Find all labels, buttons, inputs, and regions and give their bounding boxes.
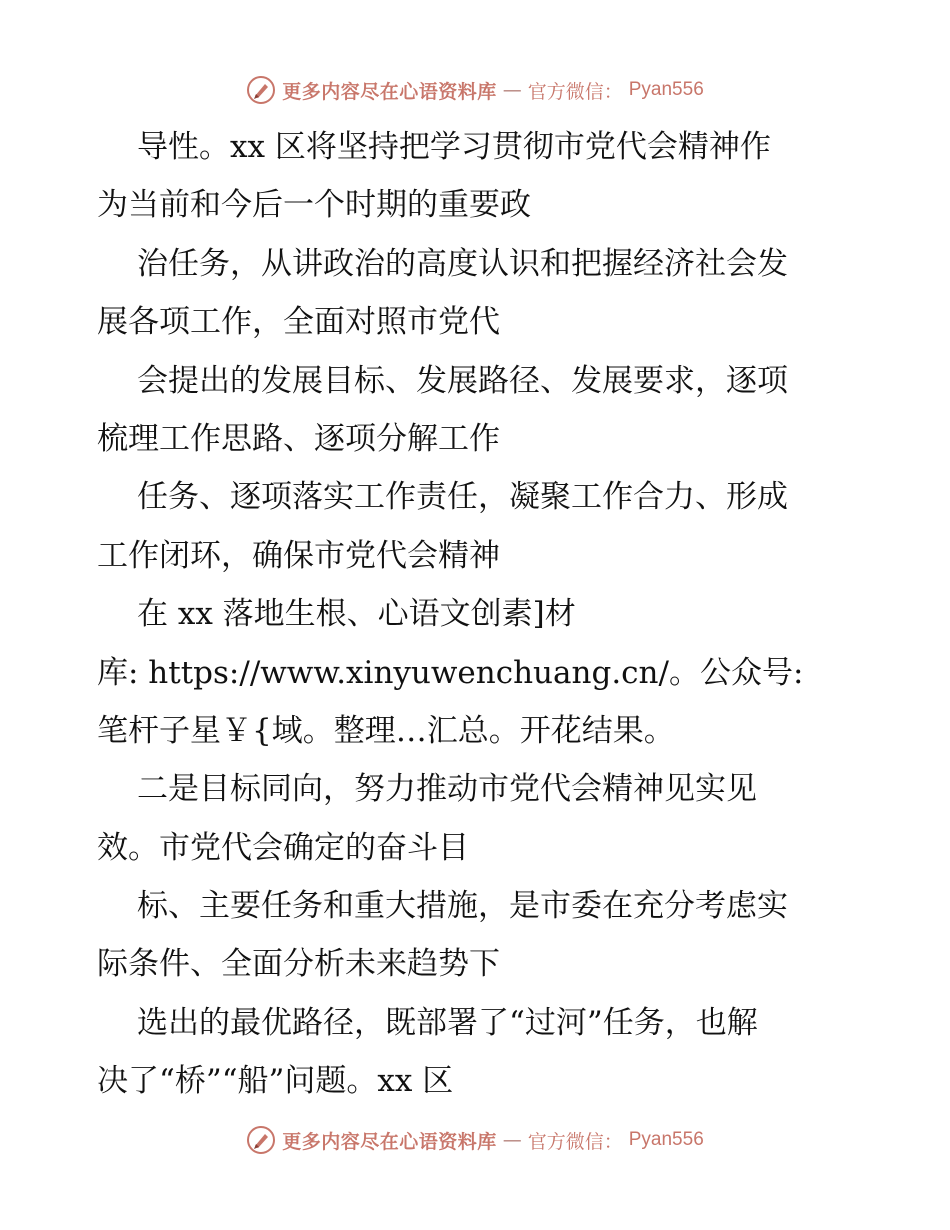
header-banner [0,70,950,110]
footer-wechat-id: Pyan556 [628,1129,704,1150]
text-line: 展各项工作，全面对照市党代 [97,304,500,341]
text-line: 选出的最优路径，既部署了“过河”任务，也解 [137,1004,758,1041]
text-line: 笔杆子星￥{域。整理…汇总。开花结果。 [97,712,675,749]
footer-wechat-label: 官方微信： [527,1130,623,1153]
document-body [97,118,867,1111]
header-main-text: 更多内容尽在心语资料库 [282,80,497,103]
text-line: 决了“桥”“船”问题。xx 区 [97,1063,454,1100]
footer-banner [0,1120,950,1160]
text-line: 二是目标同向，努力推动市党代会精神见实见 [137,771,757,808]
header-wechat-id: Pyan556 [628,79,704,100]
text-line: 任务、逐项落实工作责任，凝聚工作合力、形成 [137,479,788,516]
text-line: 导性。xx 区将坚持把学习贯彻市党代会精神作 [137,129,771,165]
text-line: 库: https://www.xinyuwenchuang.cn/。公众号: [97,654,804,691]
text-line: 为当前和今后一个时期的重要政 [97,187,531,224]
footer-main-text: 更多内容尽在心语资料库 [282,1130,497,1153]
header-wechat-label: 官方微信： [527,80,623,103]
text-line: 梳理工作思路、逐项分解工作 [97,420,500,457]
pen-nib-logo-icon [246,75,276,105]
text-line: 在 xx 落地生根、心语文创素]材 [137,596,576,633]
text-line: 会提出的发展目标、发展路径、发展要求，逐项 [137,362,788,399]
text-line: 际条件、全面分析未来趋势下 [97,946,500,983]
text-line: 效。市党代会确定的奋斗目 [97,829,469,866]
header-separator: — [502,79,522,101]
footer-separator: — [502,1129,522,1151]
text-line: 治任务，从讲政治的高度认识和把握经济社会发 [137,245,788,282]
pen-nib-logo-icon [246,1125,276,1155]
text-line: 标、主要任务和重大措施，是市委在充分考虑实 [137,888,788,925]
text-line: 工作闭环，确保市党代会精神 [97,537,500,574]
